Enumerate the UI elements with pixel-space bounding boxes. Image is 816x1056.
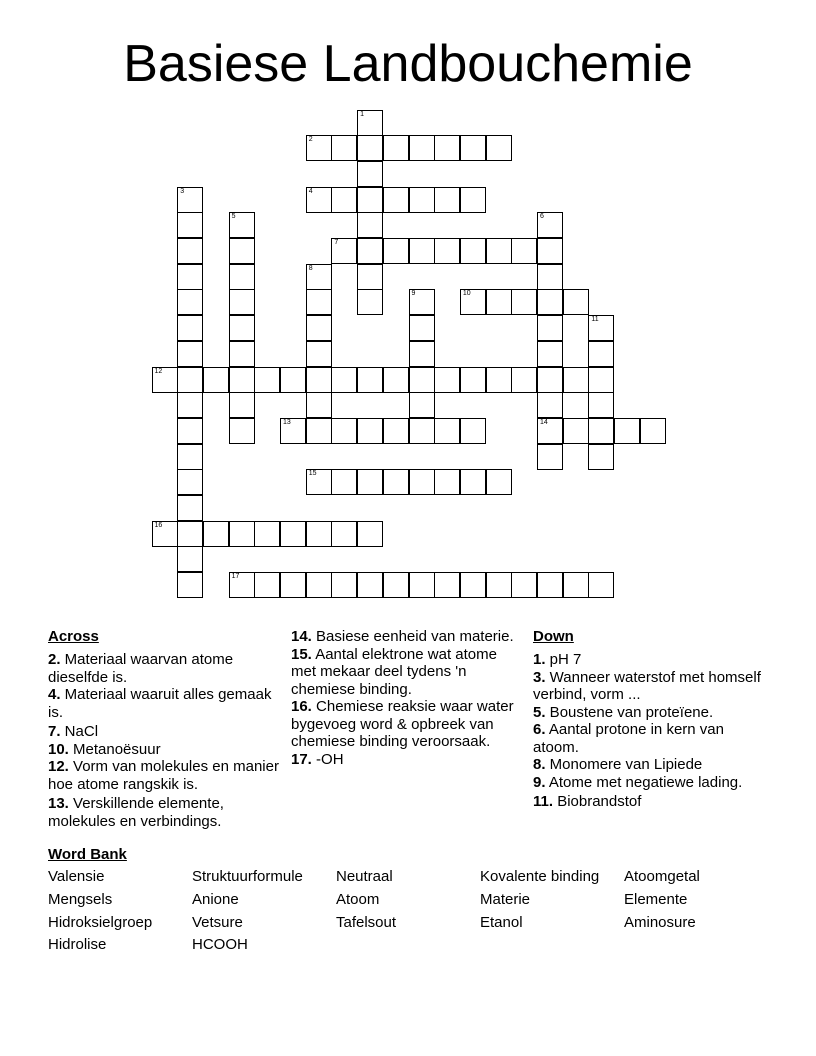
grid-cell[interactable]: [306, 418, 332, 444]
clue-down-6: 6. Aantal protone in kern van atoom.: [533, 721, 724, 756]
grid-cell[interactable]: [383, 572, 409, 598]
clue-number: 5: [231, 213, 236, 221]
grid-cell[interactable]: [409, 187, 435, 213]
grid-cell[interactable]: [229, 392, 255, 418]
grid-cell[interactable]: [434, 187, 460, 213]
grid-cell[interactable]: [357, 187, 383, 213]
grid-cell[interactable]: [306, 392, 332, 418]
grid-cell[interactable]: [357, 110, 383, 136]
clue-down-8: 8. Monomere van Lipiede: [533, 756, 703, 773]
clue-number: 8: [308, 264, 313, 272]
grid-cell[interactable]: [383, 469, 409, 495]
grid-cell[interactable]: [357, 418, 383, 444]
across-clues-column-1: [48, 628, 280, 830]
clue-across-4: 4. Materiaal waaruit alles gemaak is.: [48, 686, 272, 721]
word-bank-item: Atoom: [336, 891, 380, 908]
grid-cell[interactable]: [331, 187, 357, 213]
grid-cell[interactable]: [229, 572, 255, 598]
grid-cell[interactable]: [486, 469, 512, 495]
grid-cell[interactable]: [409, 367, 435, 393]
grid-cell[interactable]: [357, 135, 383, 161]
clue-down-5: 5. Boustene van proteïene.: [533, 703, 714, 721]
grid-cell[interactable]: [537, 238, 563, 264]
grid-cell[interactable]: [331, 135, 357, 161]
grid-cell[interactable]: [306, 521, 332, 547]
clue-number: 11: [591, 316, 599, 324]
grid-cell[interactable]: [486, 238, 512, 264]
grid-cell[interactable]: [254, 521, 280, 547]
grid-cell[interactable]: [306, 187, 332, 213]
clue-across-7: 7. NaCl: [48, 723, 99, 740]
clue-number: 2: [308, 136, 313, 144]
grid-cell[interactable]: [434, 469, 460, 495]
clue-down-3: 3. Wanneer waterstof met homself verbind, vorm ...: [533, 668, 761, 703]
grid-cell[interactable]: [588, 341, 614, 367]
word-bank-item: Hidrolise: [48, 936, 107, 953]
grid-cell[interactable]: [537, 341, 563, 367]
clue-number: 1: [360, 110, 364, 118]
clue-number: 16: [154, 521, 163, 529]
grid-cell[interactable]: [203, 521, 229, 547]
word-bank-item: HCOOH: [192, 936, 248, 953]
grid-cell[interactable]: [486, 135, 512, 161]
grid-cell[interactable]: [434, 367, 460, 393]
grid-cell[interactable]: [229, 341, 255, 367]
grid-cell[interactable]: [588, 572, 614, 598]
grid-cell[interactable]: [254, 367, 280, 393]
word-bank-item: Atoomgetal: [624, 868, 700, 885]
grid-cell[interactable]: [177, 546, 203, 572]
grid-cell[interactable]: [331, 469, 357, 495]
grid-cell[interactable]: [511, 289, 537, 315]
grid-cell[interactable]: [588, 418, 614, 444]
grid-cell[interactable]: [306, 135, 332, 161]
grid-cell[interactable]: [409, 469, 435, 495]
grid-cell[interactable]: [229, 212, 255, 238]
grid-cell[interactable]: [229, 418, 255, 444]
clue-number: 10: [462, 290, 471, 298]
grid-cell[interactable]: [537, 418, 563, 444]
clue-across-16: 16. Chemiese reaksie waar water bygevoeg word & opbreek van chemiese binding veroorsaak.: [291, 698, 514, 750]
grid-cell[interactable]: [229, 238, 255, 264]
word-bank-item: Neutraal: [336, 868, 393, 885]
grid-cell[interactable]: [331, 367, 357, 393]
word-bank-item: Aminosure: [624, 914, 696, 931]
grid-cell[interactable]: [460, 418, 486, 444]
grid-cell[interactable]: [588, 392, 614, 418]
grid-cell[interactable]: [177, 495, 203, 521]
grid-cell[interactable]: [563, 289, 589, 315]
grid-cell[interactable]: [177, 187, 203, 213]
grid-cell[interactable]: [486, 367, 512, 393]
grid-cell[interactable]: [537, 289, 563, 315]
grid-cell[interactable]: [383, 367, 409, 393]
word-bank-item: Valensie: [48, 868, 105, 885]
grid-cell[interactable]: [460, 187, 486, 213]
word-bank-item: Tafelsout: [336, 914, 397, 931]
word-bank-item: Materie: [480, 891, 531, 908]
grid-cell[interactable]: [434, 418, 460, 444]
grid-cell[interactable]: [588, 315, 614, 341]
grid-cell[interactable]: [357, 212, 383, 238]
grid-cell[interactable]: [357, 469, 383, 495]
across-heading: Across: [48, 628, 99, 645]
grid-cell[interactable]: [229, 289, 255, 315]
down-clues-column: [533, 628, 769, 811]
grid-cell[interactable]: [409, 392, 435, 418]
grid-cell[interactable]: [331, 238, 357, 264]
grid-cell[interactable]: [537, 444, 563, 470]
grid-cell[interactable]: [537, 572, 563, 598]
grid-cell[interactable]: [331, 572, 357, 598]
grid-cell[interactable]: [177, 238, 203, 264]
grid-cell[interactable]: [460, 367, 486, 393]
grid-cell[interactable]: [537, 264, 563, 290]
grid-cell[interactable]: [177, 444, 203, 470]
word-bank-item: Anione: [192, 891, 239, 908]
grid-cell[interactable]: [537, 315, 563, 341]
grid-cell[interactable]: [460, 135, 486, 161]
grid-cell[interactable]: [588, 367, 614, 393]
grid-cell[interactable]: [254, 572, 280, 598]
grid-cell[interactable]: [331, 521, 357, 547]
grid-cell[interactable]: [383, 187, 409, 213]
grid-cell[interactable]: [331, 418, 357, 444]
grid-cell[interactable]: [460, 572, 486, 598]
grid-cell[interactable]: [563, 367, 589, 393]
grid-cell[interactable]: [434, 238, 460, 264]
grid-cell[interactable]: [177, 521, 203, 547]
grid-cell[interactable]: [563, 572, 589, 598]
grid-cell[interactable]: [306, 341, 332, 367]
across-clues-column-2: [291, 628, 523, 768]
clue-number: 17: [231, 573, 240, 581]
word-bank-item: Hidroksielgroep: [48, 914, 153, 931]
grid-cell[interactable]: [177, 572, 203, 598]
grid-cell[interactable]: [409, 135, 435, 161]
grid-cell[interactable]: [511, 572, 537, 598]
clue-across-10: 10. Metanoësuur: [48, 740, 161, 758]
clue-number: 12: [154, 367, 163, 375]
grid-cell[interactable]: [537, 392, 563, 418]
grid-cell[interactable]: [280, 418, 306, 444]
grid-cell[interactable]: [409, 341, 435, 367]
grid-cell[interactable]: [409, 572, 435, 598]
grid-cell[interactable]: [409, 289, 435, 315]
grid-cell[interactable]: [511, 238, 537, 264]
grid-cell[interactable]: [229, 521, 255, 547]
grid-cell[interactable]: [229, 315, 255, 341]
grid-cell[interactable]: [177, 418, 203, 444]
word-bank-item: Elemente: [624, 891, 688, 908]
clue-across-14: 14. Basiese eenheid van materie.: [291, 628, 514, 645]
word-bank-item: Vetsure: [192, 914, 243, 931]
clue-across-13: 13. Verskillende elemente, molekules en verbindings.: [48, 795, 224, 830]
grid-cell[interactable]: [357, 289, 383, 315]
grid-cell[interactable]: [177, 392, 203, 418]
clue-across-12: 12. Vorm van molekules en manier hoe atome rangskik is.: [48, 758, 279, 793]
grid-cell[interactable]: [511, 367, 537, 393]
grid-cell[interactable]: [588, 444, 614, 470]
grid-cell[interactable]: [177, 264, 203, 290]
clue-number: 3: [180, 187, 185, 195]
grid-cell[interactable]: [357, 264, 383, 290]
grid-cell[interactable]: [640, 418, 666, 444]
grid-cell[interactable]: [306, 367, 332, 393]
grid-cell[interactable]: [357, 238, 383, 264]
grid-cell[interactable]: [409, 418, 435, 444]
grid-cell[interactable]: [152, 521, 178, 547]
clue-number: 9: [411, 290, 416, 298]
grid-cell[interactable]: [460, 238, 486, 264]
grid-cell[interactable]: [357, 572, 383, 598]
grid-cell[interactable]: [409, 315, 435, 341]
grid-cell[interactable]: [357, 161, 383, 187]
clue-across-17: 17. -OH: [291, 750, 344, 768]
grid-cell[interactable]: [280, 572, 306, 598]
grid-cell[interactable]: [152, 367, 178, 393]
word-bank-item: Struktuurformule: [192, 868, 303, 885]
grid-cell[interactable]: [306, 264, 332, 290]
clue-number: 15: [308, 470, 317, 478]
grid-cell[interactable]: [203, 367, 229, 393]
puzzle-title: Basiese Landbouchemie: [123, 35, 693, 93]
grid-cell[interactable]: [434, 135, 460, 161]
word-bank-item: Mengsels: [48, 891, 113, 908]
grid-cell[interactable]: [280, 521, 306, 547]
grid-cell[interactable]: [460, 469, 486, 495]
grid-cell[interactable]: [537, 367, 563, 393]
grid-cell[interactable]: [306, 289, 332, 315]
grid-cell[interactable]: [229, 367, 255, 393]
grid-cell[interactable]: [177, 315, 203, 341]
clue-number: 13: [283, 418, 291, 426]
clue-down-11: 11. Biobrandstof: [533, 793, 642, 810]
grid-cell[interactable]: [383, 135, 409, 161]
grid-cell[interactable]: [383, 418, 409, 444]
clue-down-9: 9. Atome met negatiewe lading.: [533, 773, 743, 791]
grid-cell[interactable]: [177, 289, 203, 315]
grid-cell[interactable]: [229, 264, 255, 290]
grid-cell[interactable]: [357, 367, 383, 393]
word-bank-heading: Word Bank: [48, 846, 127, 863]
grid-cell[interactable]: [486, 289, 512, 315]
clue-number: 14: [540, 418, 548, 426]
grid-cell[interactable]: [280, 367, 306, 393]
clue-across-15: 15. Aantal elektrone wat atome met mekaar deel tydens 'n chemiese binding.: [291, 645, 497, 698]
clue-across-2: 2. Materiaal waarvan atome dieselfde is.: [48, 651, 234, 686]
grid-cell[interactable]: [306, 469, 332, 495]
clue-number: 4: [308, 187, 313, 195]
grid-cell[interactable]: [177, 212, 203, 238]
grid-cell[interactable]: [537, 212, 563, 238]
grid-cell[interactable]: [177, 367, 203, 393]
grid-cell[interactable]: [357, 521, 383, 547]
grid-cell[interactable]: [177, 469, 203, 495]
grid-cell[interactable]: [614, 418, 640, 444]
word-bank-item: Kovalente binding: [480, 868, 600, 885]
clue-number: 6: [540, 213, 544, 221]
grid-cell[interactable]: [434, 572, 460, 598]
grid-cell[interactable]: [177, 341, 203, 367]
grid-cell[interactable]: [563, 418, 589, 444]
grid-cell[interactable]: [409, 238, 435, 264]
down-heading: Down: [533, 628, 574, 645]
grid-cell[interactable]: [460, 289, 486, 315]
grid-cell[interactable]: [486, 572, 512, 598]
grid-cell[interactable]: [306, 572, 332, 598]
grid-cell[interactable]: [306, 315, 332, 341]
clue-down-1: 1. pH 7: [533, 651, 582, 668]
grid-cell[interactable]: [383, 238, 409, 264]
word-bank-item: Etanol: [480, 914, 523, 931]
clue-number: 7: [334, 239, 339, 246]
